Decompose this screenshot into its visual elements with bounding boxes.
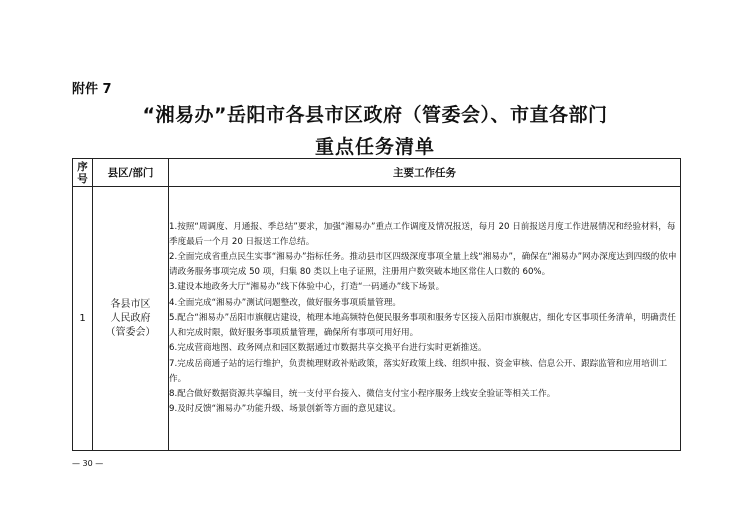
task-item-5: 5.配合“湘易办”岳阳市旗舰店建设，梳理本地高频特色便民服务事项和服务专区接入岳阳市旗舰店，细化专区事项任务清单，明确责任人和完成时限，做好服务事项质量管理，确保所有事项可用好用。 xyxy=(169,312,676,339)
header-seq xyxy=(73,159,93,187)
task-item-9: 9.及时反馈“湘易办”功能升级、场景创新等方面的意见建议。 xyxy=(169,404,401,415)
task-item-3: 3.建设本地政务大厅“湘易办”线下体验中心，打造“一码通办”线下场景。 xyxy=(169,282,445,293)
document-title-line1: “湘易办”岳阳市各县市区政府（管委会）、市直各部门 xyxy=(142,104,608,126)
task-item-4: 4.全面完成“湘易办”测试问题整改，做好服务事项质量管理。 xyxy=(169,297,401,308)
table-header-row xyxy=(73,159,681,187)
table-row xyxy=(73,187,681,451)
attachment-label: 附件 7 xyxy=(72,82,112,97)
region-line: 人民政府 xyxy=(110,312,151,324)
page-number: — 30 — xyxy=(72,459,104,468)
task-item-8: 8.配合做好数据资源共享编目，统一支付平台接入、微信支付宝小程序服务上线安全验证等相关工作。 xyxy=(169,388,556,399)
task-item-6: 6.完成营商地图、政务网点和园区数据通过市数据共享交换平台进行实时更新推送。 xyxy=(169,343,487,354)
task-table xyxy=(72,158,681,451)
task-item-7: 7.完成岳商通子站的运行维护，负责梳理财政补贴政策，落实好政策上线、组织申报、资金审核、信息公开、跟踪监管和应用培训工作。 xyxy=(169,358,668,384)
document-title-line2: 重点任务清单 xyxy=(314,136,435,158)
row-tasks xyxy=(169,187,681,451)
task-item-2: 2.全面完成省重点民生实事“湘易办”指标任务。推动县市区四级深度事项全量上线“湘易办”，确保在“湘易办”网办深度达到四级的依申请政务服务事项完成 50 项，归集 80 类以上电子证照，注册用户数突破本地区常住人口数的 60%。 xyxy=(169,252,677,278)
header-seq-line2: 号 xyxy=(77,172,88,185)
row-region xyxy=(93,187,169,451)
header-seq-line1: 序 xyxy=(77,160,88,173)
header-dept: 县区/部门 xyxy=(93,159,169,187)
row-number: 1 xyxy=(73,187,93,451)
region-line: （管委会） xyxy=(105,326,156,338)
task-item-1: 1.按照“周调度、月通报、季总结”要求，加强“湘易办”重点工作调度及情况报送，每月 20 日前报送月度工作进展情况和经验材料，每季度最后一个月 20 日报送工作总结。 xyxy=(169,221,676,247)
header-tasks: 主要工作任务 xyxy=(169,159,681,187)
region-line: 各县市区 xyxy=(110,298,151,310)
